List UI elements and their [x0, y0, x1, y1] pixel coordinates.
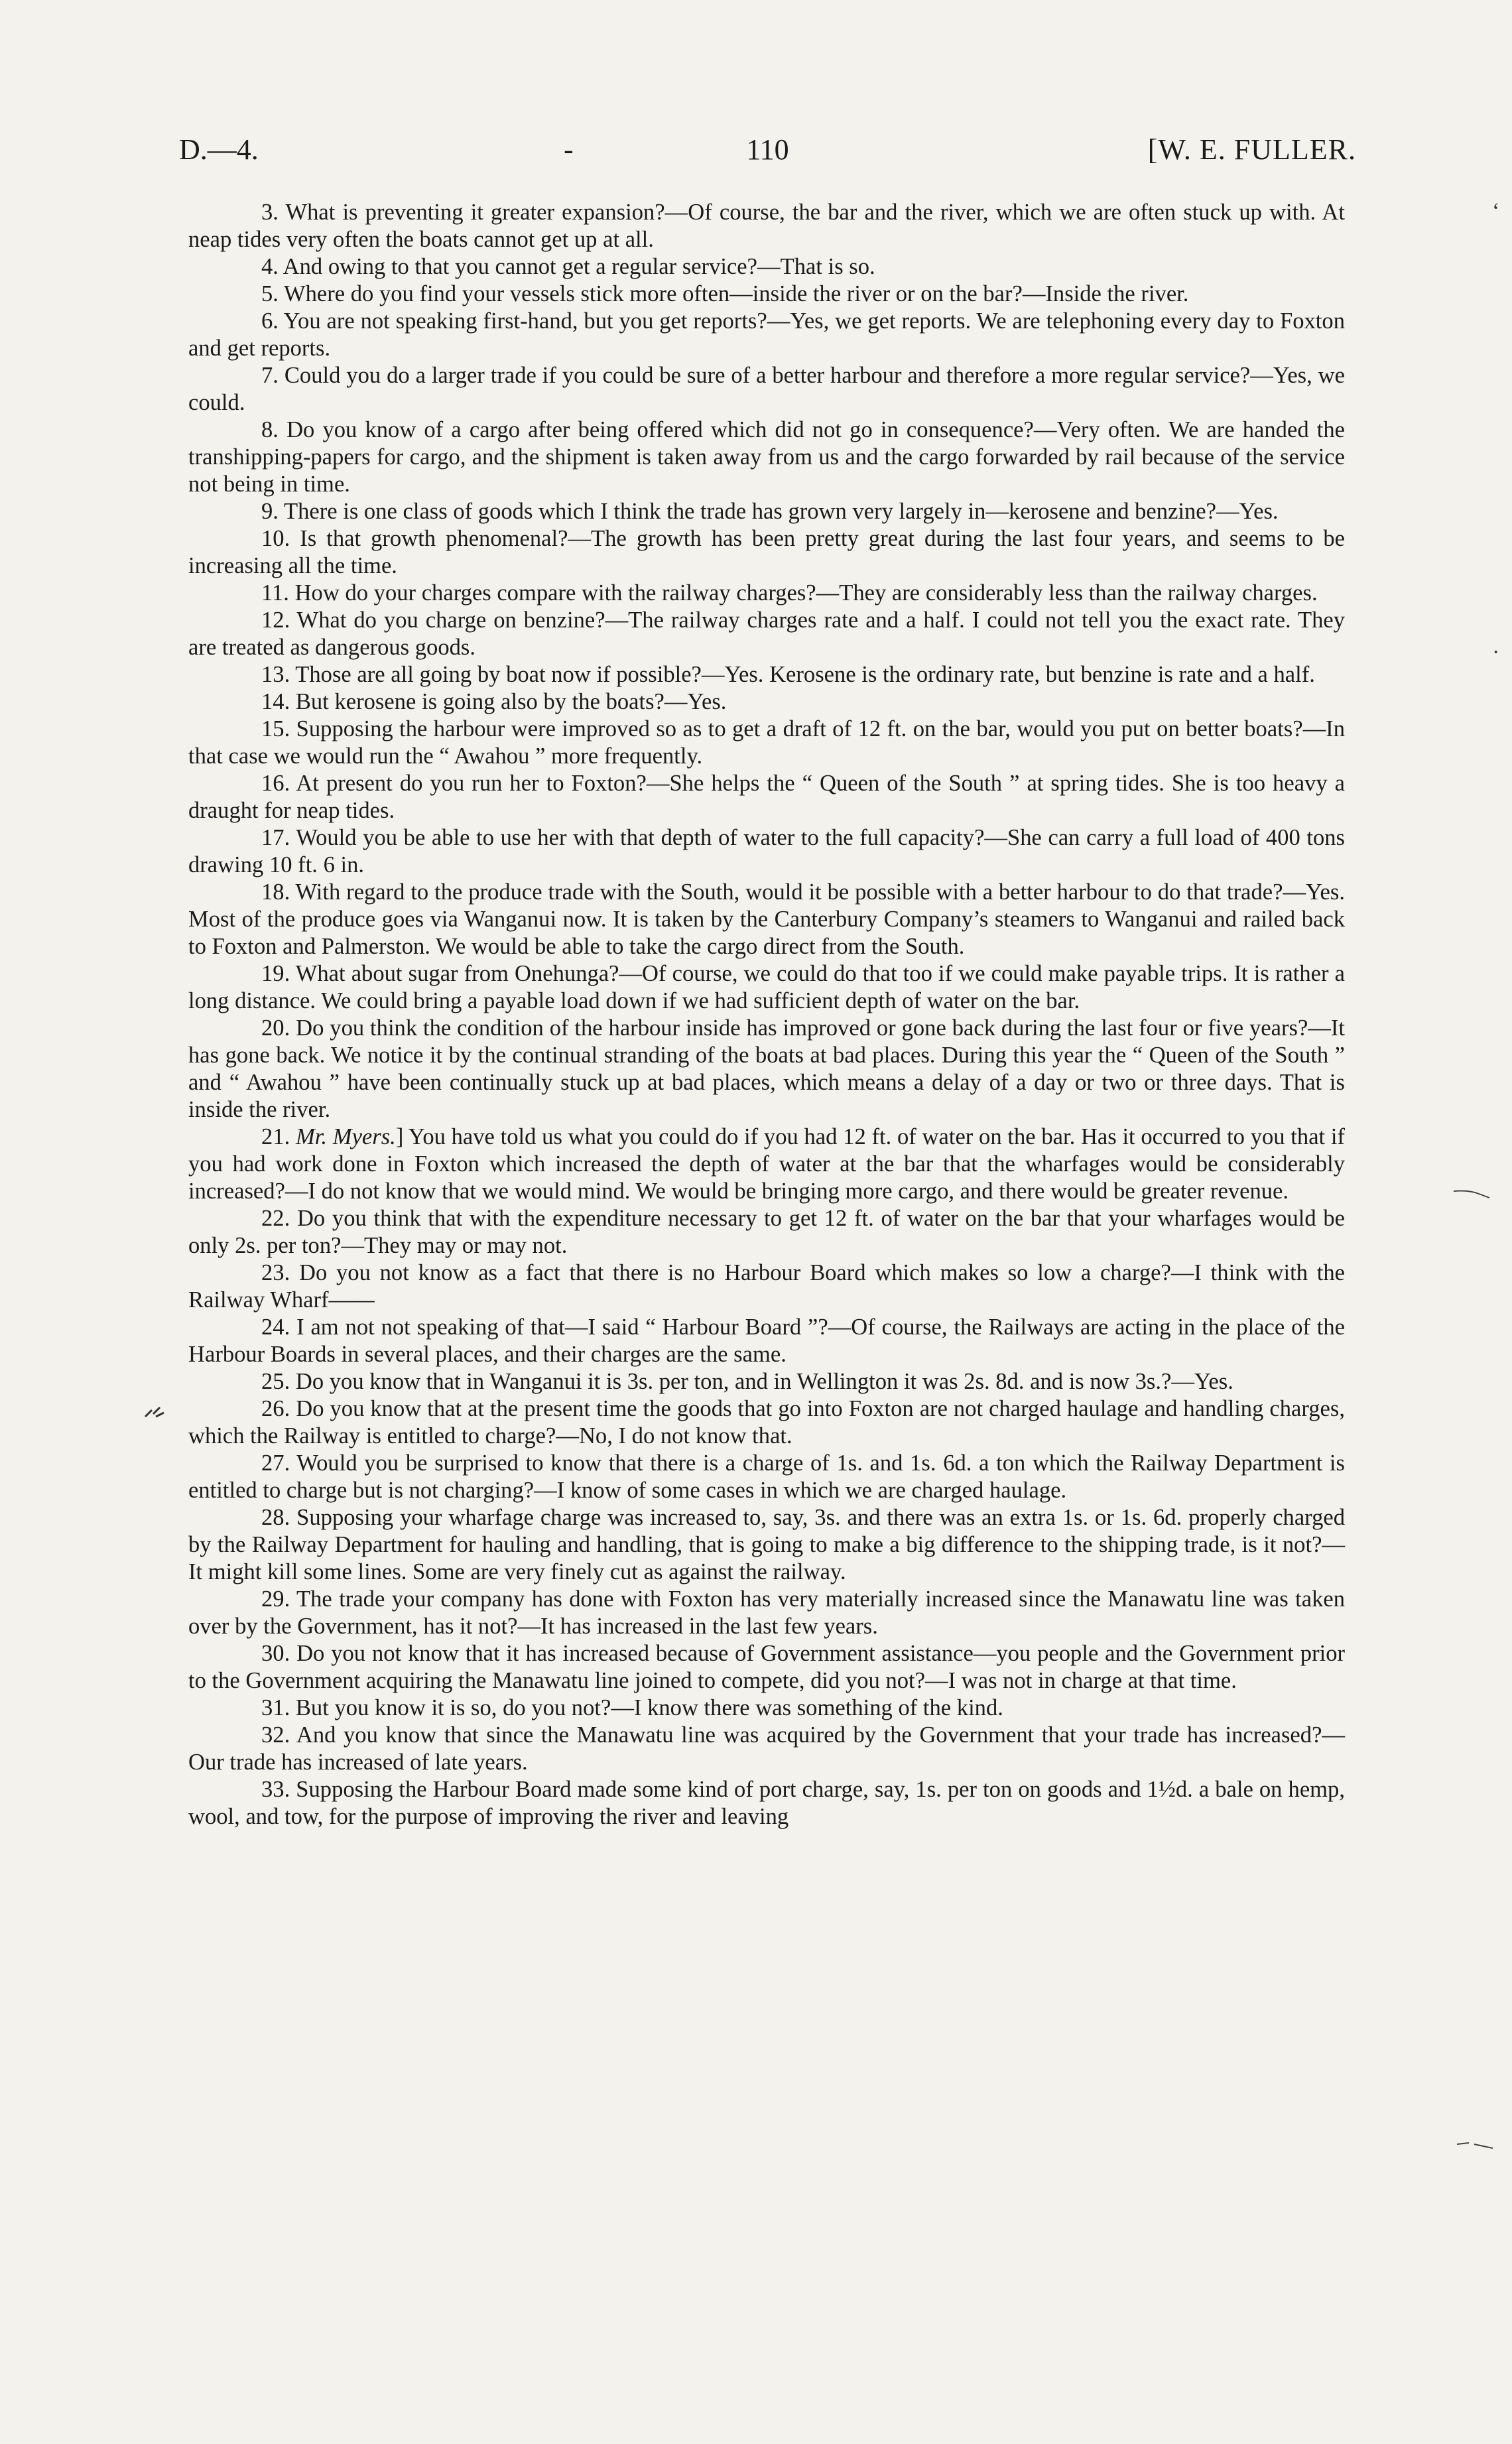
testimony-paragraph: [188, 498, 1345, 525]
page-number: 110: [746, 133, 789, 166]
scan-mark: ·: [1492, 640, 1500, 665]
testimony-paragraph: [188, 1124, 1345, 1205]
page-header: [179, 133, 1356, 172]
paragraph-text: 17. Would you be able to use her with that depth of water to the full capacity?—She can carry a full load of 400 tons drawing 10 ft. 6 in.: [188, 825, 1345, 877]
testimony-paragraph: [188, 661, 1345, 688]
testimony-paragraph: [188, 580, 1345, 607]
paragraph-text: 15. Supposing the harbour were improved so as to get a draft of 12 ft. on the bar, would you put on better boats?—In that case we would run the “ Awahou ” more frequently.: [188, 716, 1345, 769]
scan-mark: ‘: [1492, 199, 1500, 224]
testimony-paragraph: [188, 960, 1345, 1015]
paragraph-text: 30. Do you not know that it has increased because of Government assistance—you people and the Government prior to the Government acquiring the Manawatu line joined to compete, did you not?—I was not in charge at that time.: [188, 1641, 1345, 1693]
paragraph-text: 6. You are not speaking first-hand, but you get reports?—Yes, we get reports. We are telephoning every day to Foxton and get reports.: [188, 308, 1345, 361]
paragraph-text: 8. Do you know of a cargo after being offered which did not go in consequence?—Very often. We are handed the transhipping-papers for cargo, and the shipment is taken away from us and the cargo forwarded by rail because of the service not being in time.: [188, 417, 1345, 497]
paragraph-text: 12. What do you charge on benzine?—The railway charges rate and a half. I could not tell you the exact rate. They are treated as dangerous goods.: [188, 608, 1345, 660]
testimony-paragraph: [188, 1395, 1345, 1450]
paragraph-text: 25. Do you know that in Wanganui it is 3s. per ton, and in Wellington it was 2s. 8d. and is now 3s.?—Yes.: [261, 1369, 1233, 1394]
testimony-paragraph: [188, 417, 1345, 498]
paragraph-text: 33. Supposing the Harbour Board made some kind of port charge, say, 1s. per ton on goods and 1½d. a bale on hemp, wool, and tow, for the purpose of improving the river and leaving: [188, 1777, 1345, 1829]
paragraph-text: 7. Could you do a larger trade if you could be sure of a better harbour and therefore a more regular service?—Yes, we could.: [188, 363, 1345, 415]
testimony-paragraph: [188, 308, 1345, 362]
testimony-paragraph: [188, 770, 1345, 824]
paragraph-text: 4. And owing to that you cannot get a regular service?—That is so.: [261, 254, 875, 279]
testimony-paragraph: [188, 1722, 1345, 1776]
testimony-paragraph: [188, 1314, 1345, 1368]
paragraph-text: 9. There is one class of goods which I think the trade has grown very largely in—kerosene and benzine?—Yes.: [261, 499, 1279, 524]
paragraph-text: 3. What is preventing it greater expansion?—Of course, the bar and the river, which we are often stuck up with. At neap tides very often the boats cannot get up at all.: [188, 200, 1345, 252]
paragraph-text: 32. And you know that since the Manawatu line was acquired by the Government that your trade has increased?—Our trade has increased of late years.: [188, 1722, 1345, 1775]
paragraph-text: 18. With regard to the produce trade with the South, would it be possible with a better harbour to do that trade?—Yes. Most of the produce goes via Wanganui now. It is taken by the Canterbury Company’s steamers to Wanganui and railed back to Foxton and Palmerston. We would be able to take the cargo direct from the South.: [188, 879, 1345, 959]
testimony-paragraph: [188, 1504, 1345, 1586]
document-code: D.—4.: [179, 133, 259, 166]
paragraph-text: 24. I am not not speaking of that—I said “ Harbour Board ”?—Of course, the Railways are acting in the place of the Harbour Boards in several places, and their charges are the same.: [188, 1315, 1345, 1367]
paragraph-text: 22. Do you think that with the expenditure necessary to get 12 ft. of water on the bar that your wharfages would be only 2s. per ton?—They may or may not.: [188, 1206, 1345, 1258]
witness-name: [W. E. FULLER.: [1147, 133, 1356, 166]
scan-mark: [1456, 2139, 1495, 2152]
paragraph-text: 23. Do you not know as a fact that there is no Harbour Board which makes so low a charge?—I think with the Railway Wharf——: [188, 1260, 1345, 1313]
paragraph-text: 16. At present do you run her to Foxton?—She helps the “ Queen of the South ” at spring tides. She is too heavy a draught for neap tides.: [188, 771, 1345, 823]
testimony-paragraph: [188, 1776, 1345, 1831]
scan-mark: [143, 1405, 169, 1421]
paragraph-text: 19. What about sugar from Onehunga?—Of course, we could do that too if we could make payable trips. It is rather a long distance. We could bring a payable load down if we had sufficient depth of water on the bar.: [188, 961, 1345, 1013]
testimony-paragraph: [188, 879, 1345, 960]
testimony-paragraph: [188, 1450, 1345, 1504]
testimony-paragraph: [188, 1368, 1345, 1395]
paragraph-text: ] You have told us what you could do if you had 12 ft. of water on the bar. Has it occurred to you that if you had work done in Foxton which increased the depth of water at the bar that the wharfages would be considerably increased?—I do not know that we would mind. We would be bringing more cargo, and there would be greater revenue.: [188, 1124, 1346, 1204]
testimony-paragraph: [188, 716, 1345, 770]
paragraph-text: 5. Where do you find your vessels stick more often—inside the river or on the bar?—Inside the river.: [261, 281, 1189, 306]
testimony-paragraph: [188, 362, 1345, 417]
paragraph-text: 10. Is that growth phenomenal?—The growth has been pretty great during the last four years, and seems to be increasing all the time.: [188, 526, 1345, 578]
testimony-paragraph: [188, 1015, 1345, 1124]
testimony-body: [188, 199, 1345, 1831]
testimony-paragraph: [188, 824, 1345, 879]
testimony-paragraph: [188, 607, 1345, 661]
paragraph-text: 11. How do your charges compare with the railway charges?—They are considerably less than the railway charges.: [261, 580, 1318, 606]
testimony-paragraph: [188, 253, 1345, 281]
testimony-paragraph: [188, 688, 1345, 716]
testimony-paragraph: [188, 1695, 1345, 1722]
speaker-name: Mr. Myers.: [295, 1124, 396, 1149]
paragraph-text: 20. Do you think the condition of the harbour inside has improved or gone back during the last four or five years?—It has gone back. We notice it by the continual stranding of the boats at bad places. During this year the “ Queen of the South ” and “ Awahou ” have been continually stuck up at bad places, which means a delay of a day or two or three days. That is inside the river.: [188, 1015, 1345, 1122]
question-number: 21.: [261, 1124, 296, 1149]
scan-mark: [1452, 1187, 1492, 1200]
testimony-paragraph: [188, 199, 1345, 253]
testimony-paragraph: [188, 281, 1345, 308]
paragraph-text: 13. Those are all going by boat now if possible?—Yes. Kerosene is the ordinary rate, but benzine is rate and a half.: [261, 662, 1315, 687]
testimony-paragraph: [188, 1259, 1345, 1314]
paragraph-text: 31. But you know it is so, do you not?—I know there was something of the kind.: [261, 1695, 1003, 1720]
paragraph-text: 28. Supposing your wharfage charge was increased to, say, 3s. and there was an extra 1s. or 1s. 6d. properly charged by the Railway Department for hauling and handling, that is going to make a big difference to the shipping trade, is it not?—It might kill some lines. Some are very finely cut as against the railway.: [188, 1505, 1345, 1584]
paragraph-text: 26. Do you know that at the present time the goods that go into Foxton are not charged haulage and handling charges, which the Railway is entitled to charge?—No, I do not know that.: [188, 1396, 1345, 1448]
paragraph-text: 29. The trade your company has done with Foxton has very materially increased since the Manawatu line was taken over by the Government, has it not?—It has increased in the last few years.: [188, 1586, 1345, 1639]
testimony-paragraph: [188, 1640, 1345, 1695]
header-dash: -: [564, 133, 574, 166]
testimony-paragraph: [188, 1586, 1345, 1640]
testimony-paragraph: [188, 1205, 1345, 1259]
paragraph-text: 27. Would you be surprised to know that there is a charge of 1s. and 1s. 6d. a ton which the Railway Department is entitled to charge but is not charging?—I know of some cases in which we are charged haulage.: [188, 1450, 1345, 1503]
testimony-paragraph: [188, 525, 1345, 580]
paragraph-text: 14. But kerosene is going also by the boats?—Yes.: [261, 689, 727, 714]
